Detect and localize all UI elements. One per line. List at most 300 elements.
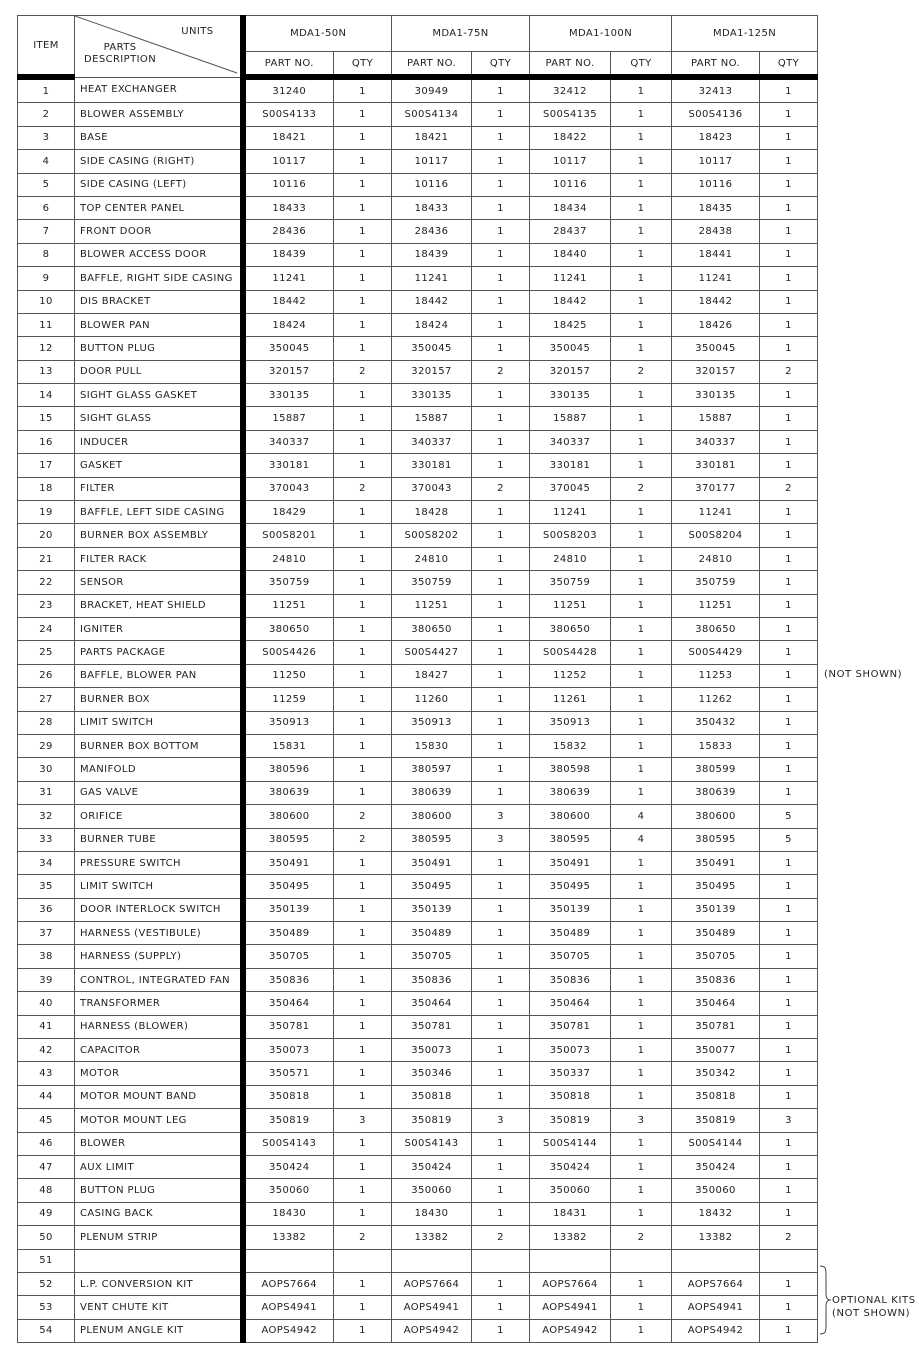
quantity: 1 — [760, 945, 818, 968]
part-number: 18423 — [672, 126, 760, 149]
part-number: S00S4136 — [672, 103, 760, 126]
part-number: 11259 — [243, 688, 334, 711]
part-number: S00S4428 — [530, 641, 611, 664]
part-number: 18435 — [672, 196, 760, 219]
part-number: 24810 — [530, 547, 611, 570]
table-row — [18, 547, 818, 570]
quantity — [472, 1249, 530, 1272]
quantity: 1 — [760, 711, 818, 734]
quantity: 1 — [334, 594, 392, 617]
quantity: 1 — [760, 781, 818, 804]
part-number: 18428 — [392, 501, 472, 524]
part-number: 350489 — [392, 922, 472, 945]
part-number: 380600 — [243, 805, 334, 828]
quantity: 1 — [760, 968, 818, 991]
item-number: 52 — [18, 1272, 75, 1295]
table-row — [18, 758, 818, 781]
part-description: SIGHT GLASS GASKET — [75, 384, 243, 407]
item-number: 26 — [18, 664, 75, 687]
quantity: 1 — [472, 571, 530, 594]
part-description: BURNER BOX ASSEMBLY — [75, 524, 243, 547]
quantity: 1 — [472, 617, 530, 640]
part-description: DOOR INTERLOCK SWITCH — [75, 898, 243, 921]
quantity: 1 — [334, 641, 392, 664]
quantity: 1 — [611, 1272, 672, 1295]
part-number: 350759 — [530, 571, 611, 594]
part-number: 380600 — [530, 805, 611, 828]
item-number: 7 — [18, 220, 75, 243]
part-description: CONTROL, INTEGRATED FAN — [75, 968, 243, 991]
table-row — [18, 1179, 818, 1202]
item-number: 22 — [18, 571, 75, 594]
quantity: 2 — [611, 360, 672, 383]
model-header-125n: MDA1-125N — [672, 16, 818, 52]
part-number: 18440 — [530, 243, 611, 266]
quantity: 1 — [334, 1296, 392, 1319]
part-description: BAFFLE, LEFT SIDE CASING — [75, 501, 243, 524]
part-number: 30949 — [392, 77, 472, 103]
table-row — [18, 1249, 818, 1272]
quantity: 1 — [760, 594, 818, 617]
item-number: 1 — [18, 77, 75, 103]
table-row — [18, 1296, 818, 1319]
part-number: 350913 — [530, 711, 611, 734]
table-row — [18, 430, 818, 453]
quantity: 1 — [760, 454, 818, 477]
quantity: 4 — [611, 805, 672, 828]
item-number: 17 — [18, 454, 75, 477]
quantity: 1 — [611, 1015, 672, 1038]
item-number: 9 — [18, 267, 75, 290]
quantity: 1 — [334, 1062, 392, 1085]
part-number: S00S8201 — [243, 524, 334, 547]
quantity: 1 — [472, 1015, 530, 1038]
part-description: PLENUM STRIP — [75, 1226, 243, 1249]
part-no-header: PART NO. — [243, 52, 334, 78]
item-number: 54 — [18, 1319, 75, 1342]
quantity: 1 — [611, 898, 672, 921]
part-number: S00S4143 — [243, 1132, 334, 1155]
qty-header: QTY — [334, 52, 392, 78]
item-number: 43 — [18, 1062, 75, 1085]
quantity: 2 — [760, 1226, 818, 1249]
quantity: 1 — [472, 150, 530, 173]
item-number: 19 — [18, 501, 75, 524]
part-number: 11241 — [530, 501, 611, 524]
part-number: 350060 — [243, 1179, 334, 1202]
part-number: 350464 — [672, 992, 760, 1015]
part-number: 350491 — [243, 851, 334, 874]
part-number: 11251 — [672, 594, 760, 617]
part-number: 340337 — [243, 430, 334, 453]
quantity: 2 — [334, 828, 392, 851]
parts-table-body — [18, 77, 818, 1343]
part-number: AOPS7664 — [672, 1272, 760, 1295]
table-row — [18, 1132, 818, 1155]
quantity: 1 — [611, 126, 672, 149]
quantity: 1 — [760, 1039, 818, 1062]
part-no-header: PART NO. — [672, 52, 760, 78]
part-number: S00S4427 — [392, 641, 472, 664]
table-row — [18, 641, 818, 664]
quantity: 1 — [334, 290, 392, 313]
part-number: 15887 — [392, 407, 472, 430]
quantity: 1 — [472, 430, 530, 453]
item-number: 21 — [18, 547, 75, 570]
table-row — [18, 477, 818, 500]
table-row — [18, 290, 818, 313]
part-description: L.P. CONVERSION KIT — [75, 1272, 243, 1295]
part-number: 350836 — [672, 968, 760, 991]
part-number: 350489 — [243, 922, 334, 945]
quantity: 1 — [334, 1272, 392, 1295]
part-number: 380595 — [243, 828, 334, 851]
quantity: 1 — [760, 173, 818, 196]
part-number: 13382 — [530, 1226, 611, 1249]
part-number: S00S4144 — [530, 1132, 611, 1155]
part-number: 380598 — [530, 758, 611, 781]
part-description: GAS VALVE — [75, 781, 243, 804]
part-number: 350819 — [392, 1109, 472, 1132]
item-number: 11 — [18, 313, 75, 336]
part-number: 350424 — [530, 1155, 611, 1178]
item-number: 33 — [18, 828, 75, 851]
part-description: CAPACITOR — [75, 1039, 243, 1062]
part-number: 32412 — [530, 77, 611, 103]
quantity: 1 — [334, 1319, 392, 1342]
part-description: BUTTON PLUG — [75, 1179, 243, 1202]
part-number: 350705 — [530, 945, 611, 968]
part-number: 330135 — [392, 384, 472, 407]
model-header-100n: MDA1-100N — [530, 16, 672, 52]
part-number: AOPS7664 — [392, 1272, 472, 1295]
quantity: 2 — [760, 360, 818, 383]
table-row — [18, 337, 818, 360]
part-number: 350045 — [672, 337, 760, 360]
part-number: 350139 — [243, 898, 334, 921]
quantity: 1 — [472, 758, 530, 781]
part-number: 350346 — [392, 1062, 472, 1085]
item-number: 50 — [18, 1226, 75, 1249]
part-description: AUX LIMIT — [75, 1155, 243, 1178]
quantity: 1 — [760, 290, 818, 313]
quantity: 1 — [472, 1062, 530, 1085]
part-description: INDUCER — [75, 430, 243, 453]
table-row — [18, 922, 818, 945]
part-number: 18433 — [243, 196, 334, 219]
quantity: 1 — [334, 384, 392, 407]
item-number: 41 — [18, 1015, 75, 1038]
quantity: 1 — [472, 290, 530, 313]
part-number: 320157 — [392, 360, 472, 383]
part-number: 350424 — [243, 1155, 334, 1178]
quantity: 1 — [611, 337, 672, 360]
part-number: 340337 — [672, 430, 760, 453]
item-number: 12 — [18, 337, 75, 360]
quantity: 1 — [760, 150, 818, 173]
part-number: AOPS4941 — [243, 1296, 334, 1319]
part-description: BLOWER ASSEMBLY — [75, 103, 243, 126]
part-number: 320157 — [672, 360, 760, 383]
part-description: MOTOR MOUNT LEG — [75, 1109, 243, 1132]
quantity: 1 — [472, 688, 530, 711]
part-description: PLENUM ANGLE KIT — [75, 1319, 243, 1342]
table-row — [18, 173, 818, 196]
quantity: 1 — [334, 1132, 392, 1155]
item-number: 16 — [18, 430, 75, 453]
quantity: 5 — [760, 805, 818, 828]
item-number: 35 — [18, 875, 75, 898]
table-row — [18, 1272, 818, 1295]
part-number: S00S4426 — [243, 641, 334, 664]
quantity: 1 — [760, 501, 818, 524]
part-number: 18426 — [672, 313, 760, 336]
quantity: 1 — [760, 313, 818, 336]
part-description: TRANSFORMER — [75, 992, 243, 1015]
quantity: 1 — [334, 1202, 392, 1225]
quantity: 1 — [472, 384, 530, 407]
quantity: 1 — [334, 430, 392, 453]
part-number: 15831 — [243, 734, 334, 757]
quantity: 1 — [611, 290, 672, 313]
quantity: 1 — [760, 196, 818, 219]
part-number: 350759 — [243, 571, 334, 594]
quantity: 1 — [611, 711, 672, 734]
part-description: HARNESS (VESTIBULE) — [75, 922, 243, 945]
optional-kits-brace — [818, 1265, 832, 1335]
part-description: BURNER BOX BOTTOM — [75, 734, 243, 757]
part-number: S00S4429 — [672, 641, 760, 664]
quantity: 1 — [611, 220, 672, 243]
model-header-50n: MDA1-50N — [243, 16, 392, 52]
part-number: 350073 — [530, 1039, 611, 1062]
part-number: 28438 — [672, 220, 760, 243]
part-number: 380639 — [243, 781, 334, 804]
part-number: 350432 — [672, 711, 760, 734]
table-row — [18, 243, 818, 266]
quantity: 1 — [334, 571, 392, 594]
item-number: 27 — [18, 688, 75, 711]
part-number: 18421 — [392, 126, 472, 149]
quantity: 1 — [334, 524, 392, 547]
quantity: 1 — [760, 617, 818, 640]
quantity: 1 — [760, 77, 818, 103]
item-number: 18 — [18, 477, 75, 500]
quantity: 2 — [472, 360, 530, 383]
item-number: 40 — [18, 992, 75, 1015]
part-number: 18434 — [530, 196, 611, 219]
part-number: 18439 — [243, 243, 334, 266]
part-number: 350836 — [392, 968, 472, 991]
quantity: 1 — [611, 641, 672, 664]
table-row — [18, 945, 818, 968]
quantity: 1 — [472, 1296, 530, 1319]
quantity: 1 — [760, 267, 818, 290]
quantity: 1 — [472, 781, 530, 804]
quantity: 1 — [611, 547, 672, 570]
quantity: 1 — [472, 126, 530, 149]
part-number: 11241 — [672, 501, 760, 524]
item-number: 10 — [18, 290, 75, 313]
quantity: 1 — [472, 734, 530, 757]
quantity: 1 — [760, 1155, 818, 1178]
part-number: 380639 — [672, 781, 760, 804]
part-number: 11251 — [243, 594, 334, 617]
quantity: 1 — [334, 992, 392, 1015]
quantity: 1 — [334, 1085, 392, 1108]
part-number: 370043 — [392, 477, 472, 500]
part-description: SIDE CASING (RIGHT) — [75, 150, 243, 173]
part-number: 18430 — [243, 1202, 334, 1225]
part-number: 350060 — [672, 1179, 760, 1202]
part-number — [672, 1249, 760, 1272]
part-number: 350491 — [530, 851, 611, 874]
part-number: 350836 — [530, 968, 611, 991]
item-number: 44 — [18, 1085, 75, 1108]
table-row — [18, 875, 818, 898]
part-number: 18432 — [672, 1202, 760, 1225]
part-number: 10116 — [530, 173, 611, 196]
quantity: 1 — [611, 1085, 672, 1108]
quantity: 1 — [334, 196, 392, 219]
part-number: 350818 — [672, 1085, 760, 1108]
part-description: LIMIT SWITCH — [75, 711, 243, 734]
part-number: S00S4135 — [530, 103, 611, 126]
part-number: 10116 — [243, 173, 334, 196]
item-number: 15 — [18, 407, 75, 430]
part-number: 350489 — [530, 922, 611, 945]
quantity: 1 — [611, 734, 672, 757]
quantity: 1 — [472, 454, 530, 477]
quantity: 1 — [334, 1179, 392, 1202]
part-number: 11261 — [530, 688, 611, 711]
part-no-header: PART NO. — [530, 52, 611, 78]
part-number: 28436 — [243, 220, 334, 243]
quantity: 1 — [334, 945, 392, 968]
table-row — [18, 851, 818, 874]
quantity: 1 — [334, 711, 392, 734]
quantity: 1 — [334, 688, 392, 711]
item-number: 3 — [18, 126, 75, 149]
item-number: 14 — [18, 384, 75, 407]
quantity: 1 — [760, 898, 818, 921]
table-row — [18, 1085, 818, 1108]
part-number: 350781 — [392, 1015, 472, 1038]
part-number: 10117 — [392, 150, 472, 173]
part-description: DIS BRACKET — [75, 290, 243, 313]
part-number — [243, 1249, 334, 1272]
part-number: 31240 — [243, 77, 334, 103]
quantity: 1 — [334, 781, 392, 804]
part-number: 330181 — [392, 454, 472, 477]
quantity: 1 — [334, 898, 392, 921]
part-number: 18431 — [530, 1202, 611, 1225]
part-number: 380595 — [392, 828, 472, 851]
quantity: 1 — [760, 243, 818, 266]
part-number: S00S4134 — [392, 103, 472, 126]
part-number: 380650 — [672, 617, 760, 640]
quantity: 1 — [472, 547, 530, 570]
part-number: 370177 — [672, 477, 760, 500]
quantity: 1 — [611, 501, 672, 524]
quantity: 2 — [334, 477, 392, 500]
quantity: 1 — [334, 547, 392, 570]
part-description: PRESSURE SWITCH — [75, 851, 243, 874]
quantity: 1 — [611, 267, 672, 290]
quantity: 1 — [760, 103, 818, 126]
quantity: 1 — [760, 1015, 818, 1038]
quantity: 1 — [334, 922, 392, 945]
part-number: 370043 — [243, 477, 334, 500]
part-number: 350781 — [243, 1015, 334, 1038]
quantity: 1 — [760, 126, 818, 149]
part-number: 18425 — [530, 313, 611, 336]
quantity: 1 — [760, 571, 818, 594]
part-description: BUTTON PLUG — [75, 337, 243, 360]
part-number: 380650 — [392, 617, 472, 640]
part-number: 330135 — [243, 384, 334, 407]
item-number: 42 — [18, 1039, 75, 1062]
part-number: 380639 — [392, 781, 472, 804]
table-row — [18, 77, 818, 103]
item-number: 5 — [18, 173, 75, 196]
quantity: 1 — [611, 758, 672, 781]
item-number: 36 — [18, 898, 75, 921]
part-number: AOPS4942 — [243, 1319, 334, 1342]
part-description: PARTS PACKAGE — [75, 641, 243, 664]
part-number: 350819 — [243, 1109, 334, 1132]
quantity: 1 — [760, 758, 818, 781]
table-row — [18, 220, 818, 243]
item-number: 39 — [18, 968, 75, 991]
quantity: 1 — [611, 688, 672, 711]
part-number: AOPS4941 — [530, 1296, 611, 1319]
part-number: 18421 — [243, 126, 334, 149]
quantity: 1 — [472, 267, 530, 290]
part-number: 350424 — [672, 1155, 760, 1178]
quantity: 3 — [760, 1109, 818, 1132]
part-number: 340337 — [392, 430, 472, 453]
part-number: 350836 — [243, 968, 334, 991]
item-number: 6 — [18, 196, 75, 219]
table-row — [18, 1062, 818, 1085]
part-number: 18439 — [392, 243, 472, 266]
not-shown-note: (NOT SHOWN) — [824, 669, 903, 680]
quantity: 1 — [611, 594, 672, 617]
quantity: 1 — [760, 407, 818, 430]
part-number: 10116 — [392, 173, 472, 196]
quantity: 1 — [760, 1062, 818, 1085]
quantity: 3 — [472, 805, 530, 828]
part-number: 350759 — [392, 571, 472, 594]
part-number: 380597 — [392, 758, 472, 781]
item-number: 30 — [18, 758, 75, 781]
part-number: S00S4133 — [243, 103, 334, 126]
part-description: SENSOR — [75, 571, 243, 594]
part-number: S00S4143 — [392, 1132, 472, 1155]
quantity: 1 — [472, 501, 530, 524]
part-description: BLOWER PAN — [75, 313, 243, 336]
table-row — [18, 571, 818, 594]
quantity: 1 — [611, 454, 672, 477]
part-number: 350073 — [392, 1039, 472, 1062]
parts-description-label: PARTS DESCRIPTION — [84, 42, 157, 65]
part-number: 18433 — [392, 196, 472, 219]
quantity: 1 — [611, 1062, 672, 1085]
table-row — [18, 1319, 818, 1342]
quantity: 1 — [611, 243, 672, 266]
quantity: 1 — [472, 968, 530, 991]
